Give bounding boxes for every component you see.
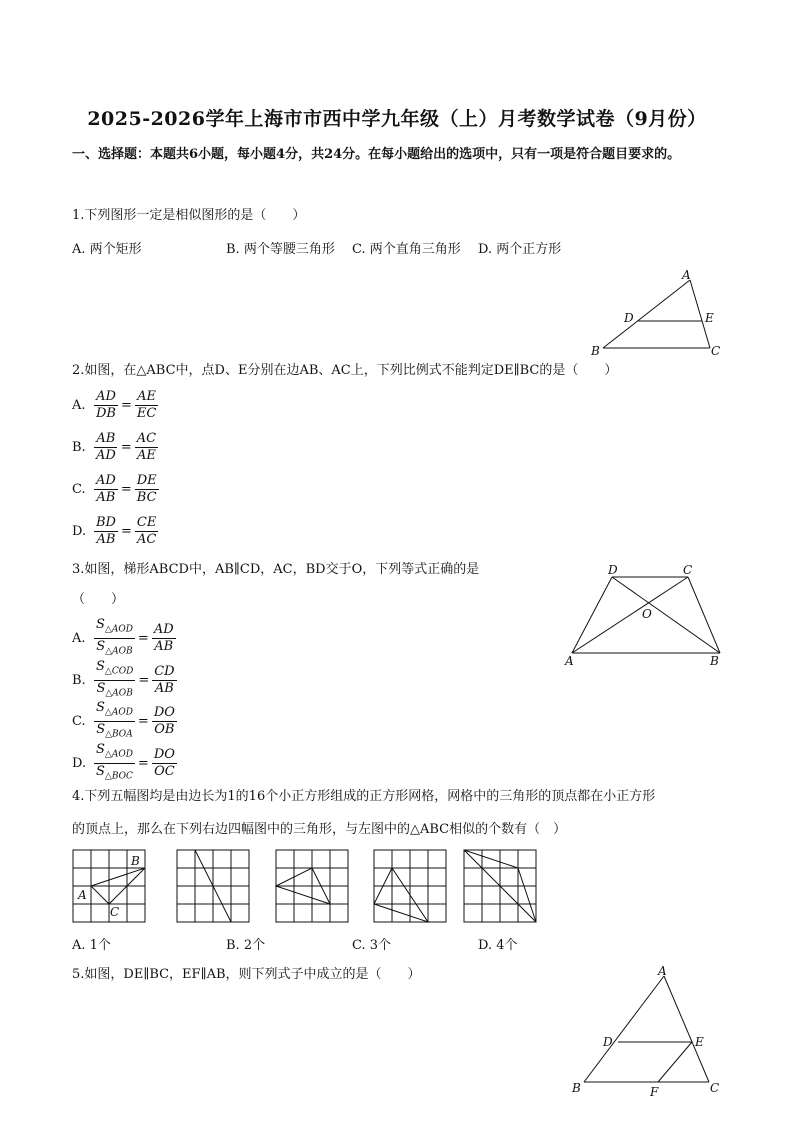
q5-label-a: A: [658, 964, 667, 978]
q3-label-d: D: [608, 563, 618, 577]
q3-option-c[interactable]: C. $\frac{S_{\triangle AOD}}{S_{\triangle BOA}}$ = $\frac{DO}{OB}$: [72, 700, 175, 740]
q4-grid-option-4: [463, 849, 539, 925]
q4-label-b: B: [131, 854, 140, 868]
q3-label-c: C: [683, 563, 693, 577]
q5-triangle-figure: [564, 962, 734, 1102]
q1-option-a[interactable]: A. 两个矩形: [72, 242, 142, 257]
q3-label-a: A: [565, 654, 574, 668]
q4-grid-reference: [72, 849, 148, 925]
q5-label-e: E: [695, 1035, 704, 1049]
q4-label-c: C: [110, 905, 120, 919]
q2-option-d[interactable]: D. $\frac{BD}{AB}$ = $\frac{CE}{AC}$: [72, 515, 157, 547]
q4-grid-option-3: [373, 849, 449, 925]
q1-option-b[interactable]: B. 两个等腰三角形: [226, 242, 335, 257]
q5-label-c: C: [710, 1081, 720, 1095]
question-4-stem-line2: 的顶点上，那么在下列右边四幅图中的三角形，与左图中的△ABC相似的个数有（ ）: [72, 822, 567, 837]
section-heading: 一、选择题：本题共6小题，每小题4分，共24分。在每小题给出的选项中，只有一项是符合题目要求的。: [72, 147, 681, 162]
q1-option-c[interactable]: C. 两个直角三角形: [352, 242, 461, 257]
q4-option-a[interactable]: A. 1个: [72, 938, 111, 953]
q3-option-d[interactable]: D. $\frac{S_{\triangle AOD}}{S_{\triangle BOC}}$ = $\frac{DO}{OC}$: [72, 742, 175, 782]
q1-option-d[interactable]: D. 两个正方形: [478, 242, 562, 257]
q2-triangle-figure: [582, 266, 732, 360]
question-4-stem-line1: 4.下列五幅图均是由边长为1的16个小正方形组成的正方形网格，网格中的三角形的顶点都在小正方形: [72, 789, 656, 804]
question-5-stem: 5.如图，DE∥BC，EF∥AB，则下列式子中成立的是（ ）: [72, 967, 421, 982]
q2-option-a[interactable]: A. $\frac{AD}{DB}$ = $\frac{AE}{EC}$: [72, 389, 157, 421]
q2-label-d: D: [624, 311, 634, 325]
q4-option-c[interactable]: C. 3个: [352, 938, 392, 953]
q2-label-b: B: [591, 344, 600, 358]
q3-label-b: B: [710, 654, 719, 668]
q2-label-a: A: [682, 268, 691, 282]
q2-option-b[interactable]: B. $\frac{AB}{AD}$ = $\frac{AC}{AE}$: [72, 431, 157, 463]
q3-trapezoid-figure: [560, 560, 730, 672]
question-3-paren: （ ）: [72, 592, 125, 607]
question-3-stem: 3.如图，梯形ABCD中，AB∥CD，AC，BD交于O，下列等式正确的是: [72, 562, 480, 577]
page-title: 2025-2026学年上海市市西中学九年级（上）月考数学试卷（9月份）: [87, 108, 707, 130]
q5-label-d: D: [603, 1035, 613, 1049]
question-1-stem: 1.下列图形一定是相似图形的是（ ）: [72, 208, 306, 223]
question-2-stem: 2.如图，在△ABC中，点D、E分别在边AB、AC上，下列比例式不能判定DE∥BC的是（ ）: [72, 363, 618, 378]
q2-label-e: E: [705, 311, 714, 325]
q4-grid-option-1: [176, 849, 252, 925]
q3-option-a[interactable]: A. $\frac{S_{\triangle AOD}}{S_{\triangle AOB}}$ = $\frac{AD}{AB}$: [72, 617, 174, 657]
q2-label-c: C: [711, 344, 721, 358]
q5-label-b: B: [572, 1081, 581, 1095]
q4-option-d[interactable]: D. 4个: [478, 938, 518, 953]
q4-option-b[interactable]: B. 2个: [226, 938, 266, 953]
q5-label-f: F: [650, 1085, 659, 1099]
q3-option-b[interactable]: B. $\frac{S_{\triangle COD}}{S_{\triangle AOB}}$ = $\frac{CD}{AB}$: [72, 659, 175, 699]
q3-label-o: O: [642, 607, 652, 621]
q2-option-c[interactable]: C. $\frac{AD}{AB}$ = $\frac{DE}{BC}$: [72, 473, 157, 505]
q4-grid-option-2: [275, 849, 351, 925]
q4-label-a: A: [78, 888, 87, 902]
